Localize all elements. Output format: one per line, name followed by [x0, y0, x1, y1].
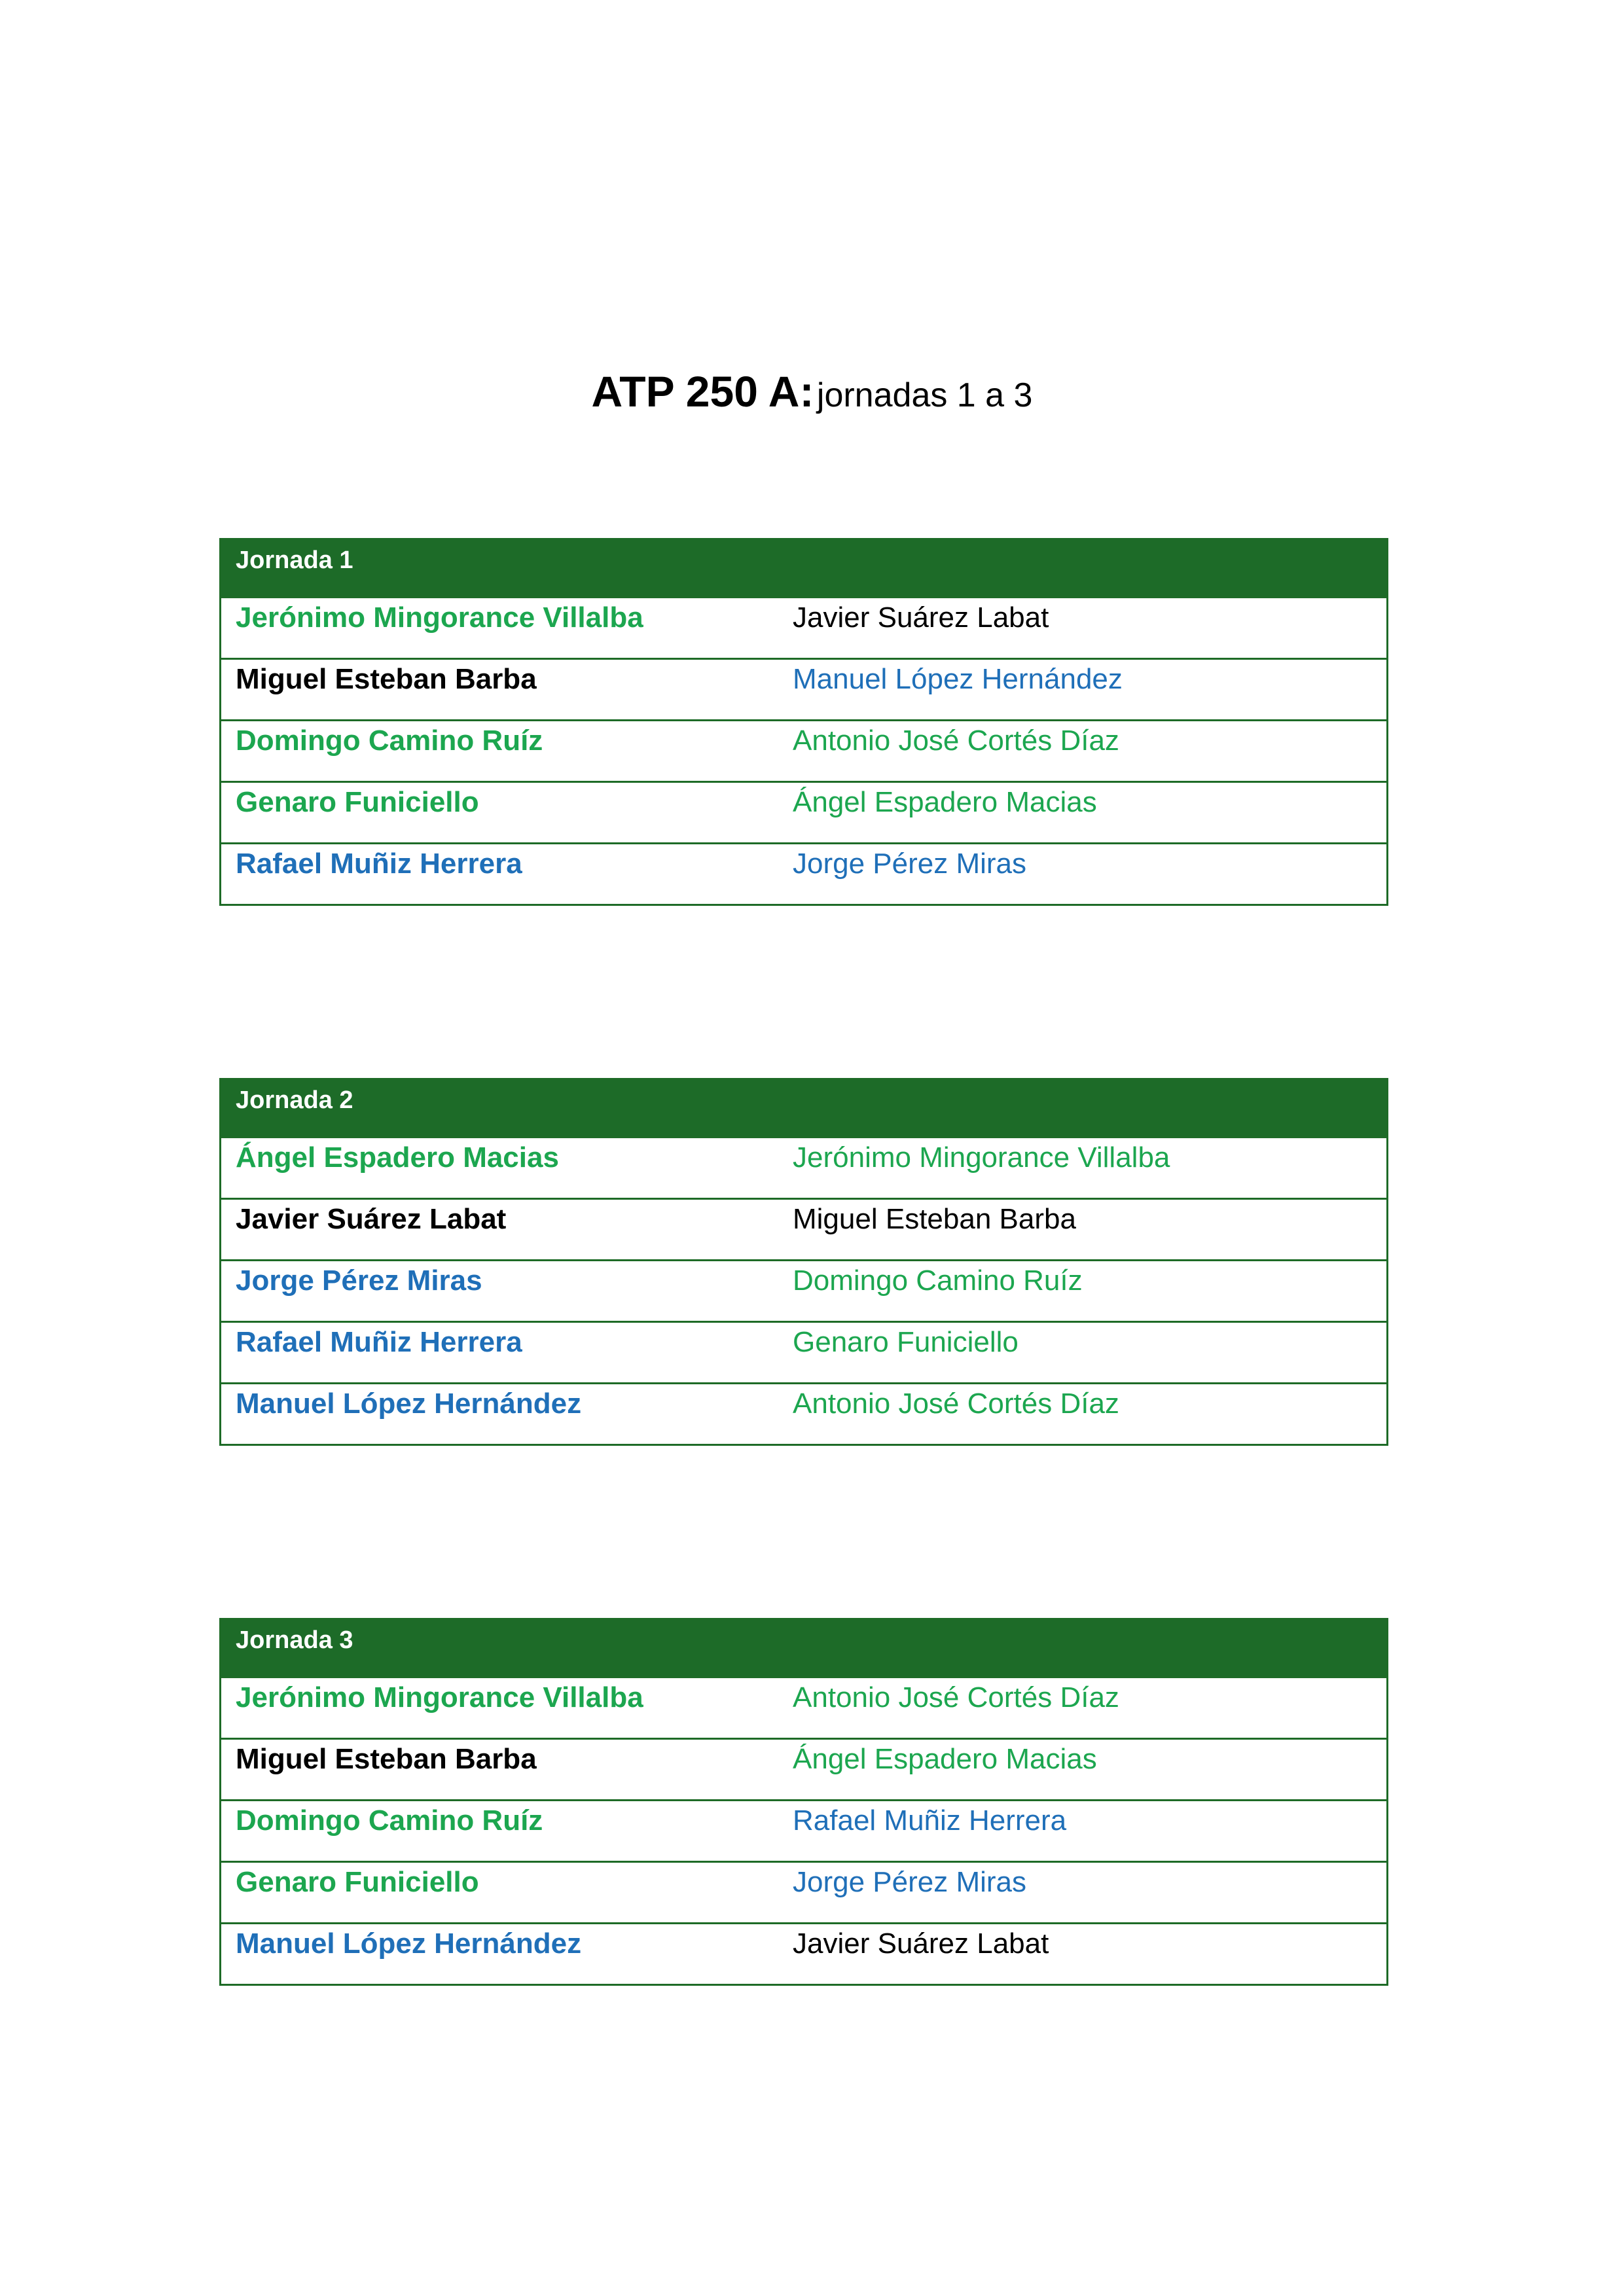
jornada-header: Jornada 2 — [221, 1080, 1386, 1136]
page-title — [0, 367, 1624, 416]
home-player: Rafael Muñiz Herrera — [236, 848, 522, 880]
away-player: Manuel López Hernández — [793, 663, 1123, 695]
away-player: Antonio José Cortés Díaz — [793, 1681, 1119, 1713]
away-player: Javier Suárez Labat — [793, 1928, 1049, 1960]
away-player: Javier Suárez Labat — [793, 601, 1049, 634]
home-player: Manuel López Hernández — [236, 1928, 582, 1960]
match-row — [221, 1799, 1386, 1861]
away-player: Ángel Espadero Macias — [793, 786, 1097, 818]
home-player: Domingo Camino Ruíz — [236, 725, 543, 757]
home-player: Ángel Espadero Macias — [236, 1141, 559, 1174]
match-row — [221, 781, 1386, 842]
away-player: Miguel Esteban Barba — [793, 1203, 1076, 1235]
home-player: Jorge Pérez Miras — [236, 1265, 482, 1297]
away-player: Antonio José Cortés Díaz — [793, 1388, 1119, 1420]
match-row — [221, 1198, 1386, 1259]
home-player: Javier Suárez Labat — [236, 1203, 507, 1235]
match-row — [221, 658, 1386, 719]
away-player: Jorge Pérez Miras — [793, 848, 1027, 880]
match-row — [221, 1738, 1386, 1799]
away-player: Genaro Funiciello — [793, 1326, 1019, 1358]
away-player: Jorge Pérez Miras — [793, 1866, 1027, 1898]
match-row — [221, 1382, 1386, 1444]
away-player: Domingo Camino Ruíz — [793, 1265, 1083, 1297]
match-row — [221, 719, 1386, 781]
jornada-table — [219, 1618, 1388, 1986]
home-player: Manuel López Hernández — [236, 1388, 582, 1420]
home-player: Jerónimo Mingorance Villalba — [236, 1681, 643, 1713]
match-row — [221, 1136, 1386, 1198]
jornada-header: Jornada 1 — [221, 540, 1386, 596]
away-player: Ángel Espadero Macias — [793, 1743, 1097, 1775]
home-player: Rafael Muñiz Herrera — [236, 1326, 522, 1358]
home-player: Genaro Funiciello — [236, 1866, 479, 1898]
home-player: Miguel Esteban Barba — [236, 1743, 537, 1775]
match-row — [221, 596, 1386, 658]
page-title-main: ATP 250 A: — [591, 367, 814, 416]
jornada-table — [219, 538, 1388, 906]
match-row — [221, 1676, 1386, 1738]
home-player: Genaro Funiciello — [236, 786, 479, 818]
away-player: Antonio José Cortés Díaz — [793, 725, 1119, 757]
home-player: Domingo Camino Ruíz — [236, 1804, 543, 1837]
jornada-table — [219, 1078, 1388, 1446]
home-player: Miguel Esteban Barba — [236, 663, 537, 695]
home-player: Jerónimo Mingorance Villalba — [236, 601, 643, 634]
page-title-subtitle: jornadas 1 a 3 — [816, 376, 1033, 414]
match-row — [221, 1321, 1386, 1382]
match-row — [221, 1861, 1386, 1922]
jornada-header: Jornada 3 — [221, 1620, 1386, 1676]
away-player: Rafael Muñiz Herrera — [793, 1804, 1067, 1837]
match-row — [221, 1259, 1386, 1321]
away-player: Jerónimo Mingorance Villalba — [793, 1141, 1170, 1174]
match-row — [221, 1922, 1386, 1984]
match-row — [221, 842, 1386, 904]
